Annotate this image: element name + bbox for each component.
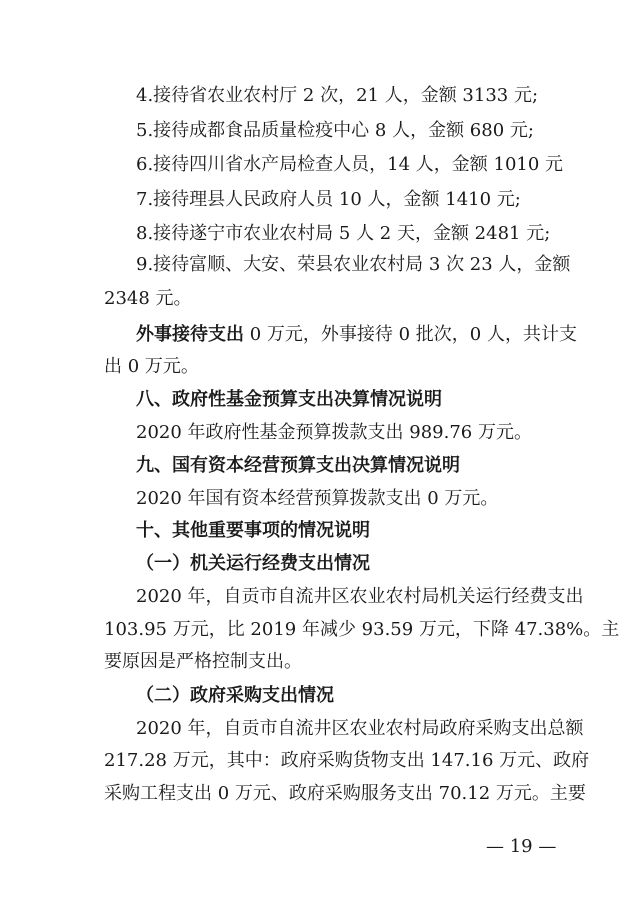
heading-text: 九、国有资本经营预算支出决算情况说明 [136, 455, 460, 476]
line-text: 5.接待成都食品质量检疫中心 8 人，金额 680 元; [136, 120, 534, 141]
heading-text: （二）政府采购支出情况 [136, 685, 334, 706]
line-text: 4.接待省农业农村厅 2 次，21 人，金额 3133 元; [136, 85, 539, 106]
line-text: 要原因是严格控制支出。 [104, 651, 302, 672]
bold-lead: 外事接待支出 [136, 324, 244, 345]
line-text: 8.接待遂宁市农业农村局 5 人 2 天，金额 2481 元; [136, 223, 551, 244]
line-text: 2020 年政府性基金预算拨款支出 989.76 万元。 [136, 422, 532, 443]
heading-text: 八、政府性基金预算支出决算情况说明 [136, 389, 442, 410]
line-text: 103.95 万元，比 2019 年减少 93.59 万元，下降 47.38%。主 [104, 619, 620, 640]
line-text: 0 万元，外事接待 0 批次，0 人，共计支 [244, 324, 577, 345]
line-text: 9.接待富顺、大安、荣县农业农村局 3 次 23 人，金额 [136, 254, 571, 275]
line-content [136, 323, 577, 347]
page-number: — 19 — [486, 836, 557, 857]
line-text: 2020 年，自贡市自流井区农业农村局政府采购支出总额 [136, 718, 584, 739]
line-text: 2020 年国有资本经营预算拨款支出 0 万元。 [136, 488, 499, 509]
line-text: 出 0 万元。 [104, 356, 199, 377]
heading-text: （一）机关运行经费支出情况 [136, 553, 370, 574]
line-text: 2348 元。 [104, 288, 192, 309]
line-text: 217.28 万元，其中：政府采购货物支出 147.16 万元、政府 [104, 750, 590, 771]
line-text: 7.接待理县人民政府人员 10 人，金额 1410 元; [136, 189, 521, 210]
heading-text: 十、其他重要事项的情况说明 [136, 520, 370, 541]
line-text: 2020 年，自贡市自流井区农业农村局机关运行经费支出 [136, 586, 584, 607]
line-text: 采购工程支出 0 万元、政府采购服务支出 70.12 万元。主要 [104, 783, 586, 804]
line-text: 6.接待四川省水产局检查人员，14 人，金额 1010 元 [136, 154, 564, 175]
